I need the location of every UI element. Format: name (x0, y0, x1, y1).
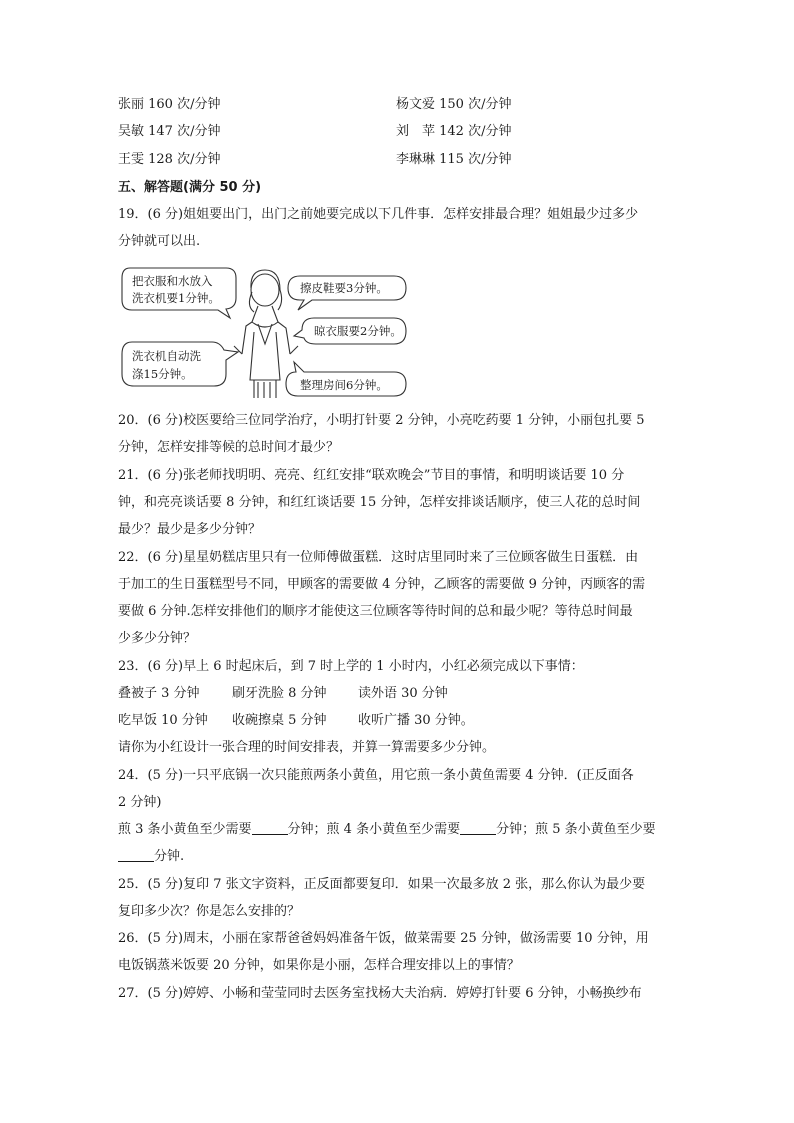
speech-bubble-wash (122, 342, 238, 386)
speech-bubble-laundry (122, 268, 236, 318)
rate-item: 吴敏 147 次/分钟 (118, 124, 221, 139)
answer-blank[interactable] (460, 820, 496, 835)
rate-item: 杨文爱 150 次/分钟 (396, 97, 512, 112)
question-24-line-1: 24．(5 分)一只平底锅一次只能煎两条小黄鱼，用它煎一条小黄鱼需要 4 分钟．(正反面各 (118, 768, 634, 783)
question-19-line-1: 19．(6 分)姐姐要出门，出门之前她要完成以下几件事．怎样安排最合理？姐姐最少过多少 (118, 207, 639, 222)
task-item: 收碗擦桌 5 分钟 (232, 713, 327, 728)
fill-text: 分钟；煎 4 条小黄鱼至少需要 (287, 822, 461, 837)
question-24-fill-line (118, 820, 678, 840)
bubble-text: 洗衣机要1分钟。 (132, 291, 220, 305)
bubble-text: 把衣服和水放入 (132, 274, 213, 288)
question-22-line-3: 要做 6 分钟.怎样安排他们的顺序才能使这三位顾客等待时间的总和最少呢？等待总时间最 (118, 604, 633, 619)
question-22-line-4: 少多少分钟？ (118, 631, 197, 646)
question-27-line-1: 27．(5 分)婷婷、小畅和莹莹同时去医务室找杨大夫治病．婷婷打针要 6 分钟，小畅换纱布 (118, 986, 642, 1001)
question-25-line-1: 25．(5 分)复印 7 张文字资料，正反面都要复印．如果一次最多放 2 张，那么你认为最少要 (118, 877, 646, 892)
question-23-tasks-row-1 (118, 684, 678, 704)
question-25-line-2: 复印多少次？你是怎么安排的？ (118, 904, 301, 919)
bubble-text: 涤15分钟。 (132, 367, 193, 381)
question-21-line-2: 钟，和亮亮谈话要 8 分钟，和红红谈话要 15 分钟，怎样安排谈话顺序，使三人花的总时间 (118, 495, 641, 510)
answer-blank[interactable] (252, 820, 288, 835)
fill-text: 分钟；煎 5 条小黄鱼至少要 (496, 822, 656, 837)
bubble-text: 晾衣服要2分钟。 (314, 324, 402, 338)
question-24-line-2: 2 分钟) (118, 795, 162, 810)
question-22-line-2: 于加工的生日蛋糕型号不同，甲顾客的需要做 4 分钟，乙顾客的需要做 9 分钟，丙顾客的需 (118, 577, 646, 592)
question-23-outro: 请你为小红设计一张合理的时间安排表，并算一算需要多少分钟。 (118, 740, 496, 755)
bubble-text: 擦皮鞋要3分钟。 (300, 281, 388, 295)
section-heading: 五、解答题(满分 50 分) (118, 180, 262, 195)
question-22-line-1: 22．(6 分)星星奶糕店里只有一位师傅做蛋糕．这时店里同时来了三位顾客做生日蛋糕．由 (118, 550, 639, 565)
task-item: 收听广播 30 分钟。 (358, 713, 474, 728)
fill-text: 煎 3 条小黄鱼至少需要 (118, 822, 252, 837)
question-20-line-2: 分钟，怎样安排等候的总时间才最少？ (118, 440, 340, 455)
question-21-line-3: 最少？最少是多少分钟？ (118, 522, 262, 537)
task-item: 读外语 30 分钟 (358, 686, 448, 701)
speech-bubble-tidy-room (286, 362, 406, 396)
rate-item: 王雯 128 次/分钟 (118, 152, 221, 167)
question-24-fill-line-2 (118, 847, 678, 867)
question-26-line-1: 26．(5 分)周末，小丽在家帮爸爸妈妈准备午饭，做菜需要 25 分钟，做汤需要 10 分钟，用 (118, 931, 649, 946)
task-item: 吃早饭 10 分钟 (118, 713, 208, 728)
question-19-line-2: 分钟就可以出. (118, 234, 201, 249)
speech-bubble-shoes (288, 276, 406, 310)
q19-illustration (118, 262, 408, 402)
question-20-line-1: 20．(6 分)校医要给三位同学治疗，小明打针要 2 分钟，小亮吃药要 1 分钟，小丽包扎要 5 (118, 413, 645, 428)
speech-bubble-hang-clothes (294, 318, 406, 344)
rate-item: 张丽 160 次/分钟 (118, 97, 221, 112)
question-23-intro: 23．(6 分)早上 6 时起床后，到 7 时上学的 1 小时内，小红必须完成以下事情： (118, 659, 584, 674)
fill-text: 分钟. (154, 849, 185, 864)
question-21-line-1: 21．(6 分)张老师找明明、亮亮、红红安排“联欢晚会”节目的事情，和明明谈话要 10 分 (118, 468, 625, 483)
question-23-tasks-row-2 (118, 711, 678, 731)
rate-item: 李琳琳 115 次/分钟 (396, 152, 512, 167)
rate-item: 刘 苹 142 次/分钟 (396, 124, 512, 139)
bubble-text: 洗衣机自动洗 (132, 349, 201, 363)
task-item: 刷牙洗脸 8 分钟 (232, 686, 327, 701)
bubble-text: 整理房间6分钟。 (300, 378, 388, 392)
question-26-line-2: 电饭锅蒸米饭要 20 分钟，如果你是小丽，怎样合理安排以上的事情？ (118, 958, 520, 973)
task-item: 叠被子 3 分钟 (118, 686, 200, 701)
answer-blank[interactable] (118, 847, 154, 862)
